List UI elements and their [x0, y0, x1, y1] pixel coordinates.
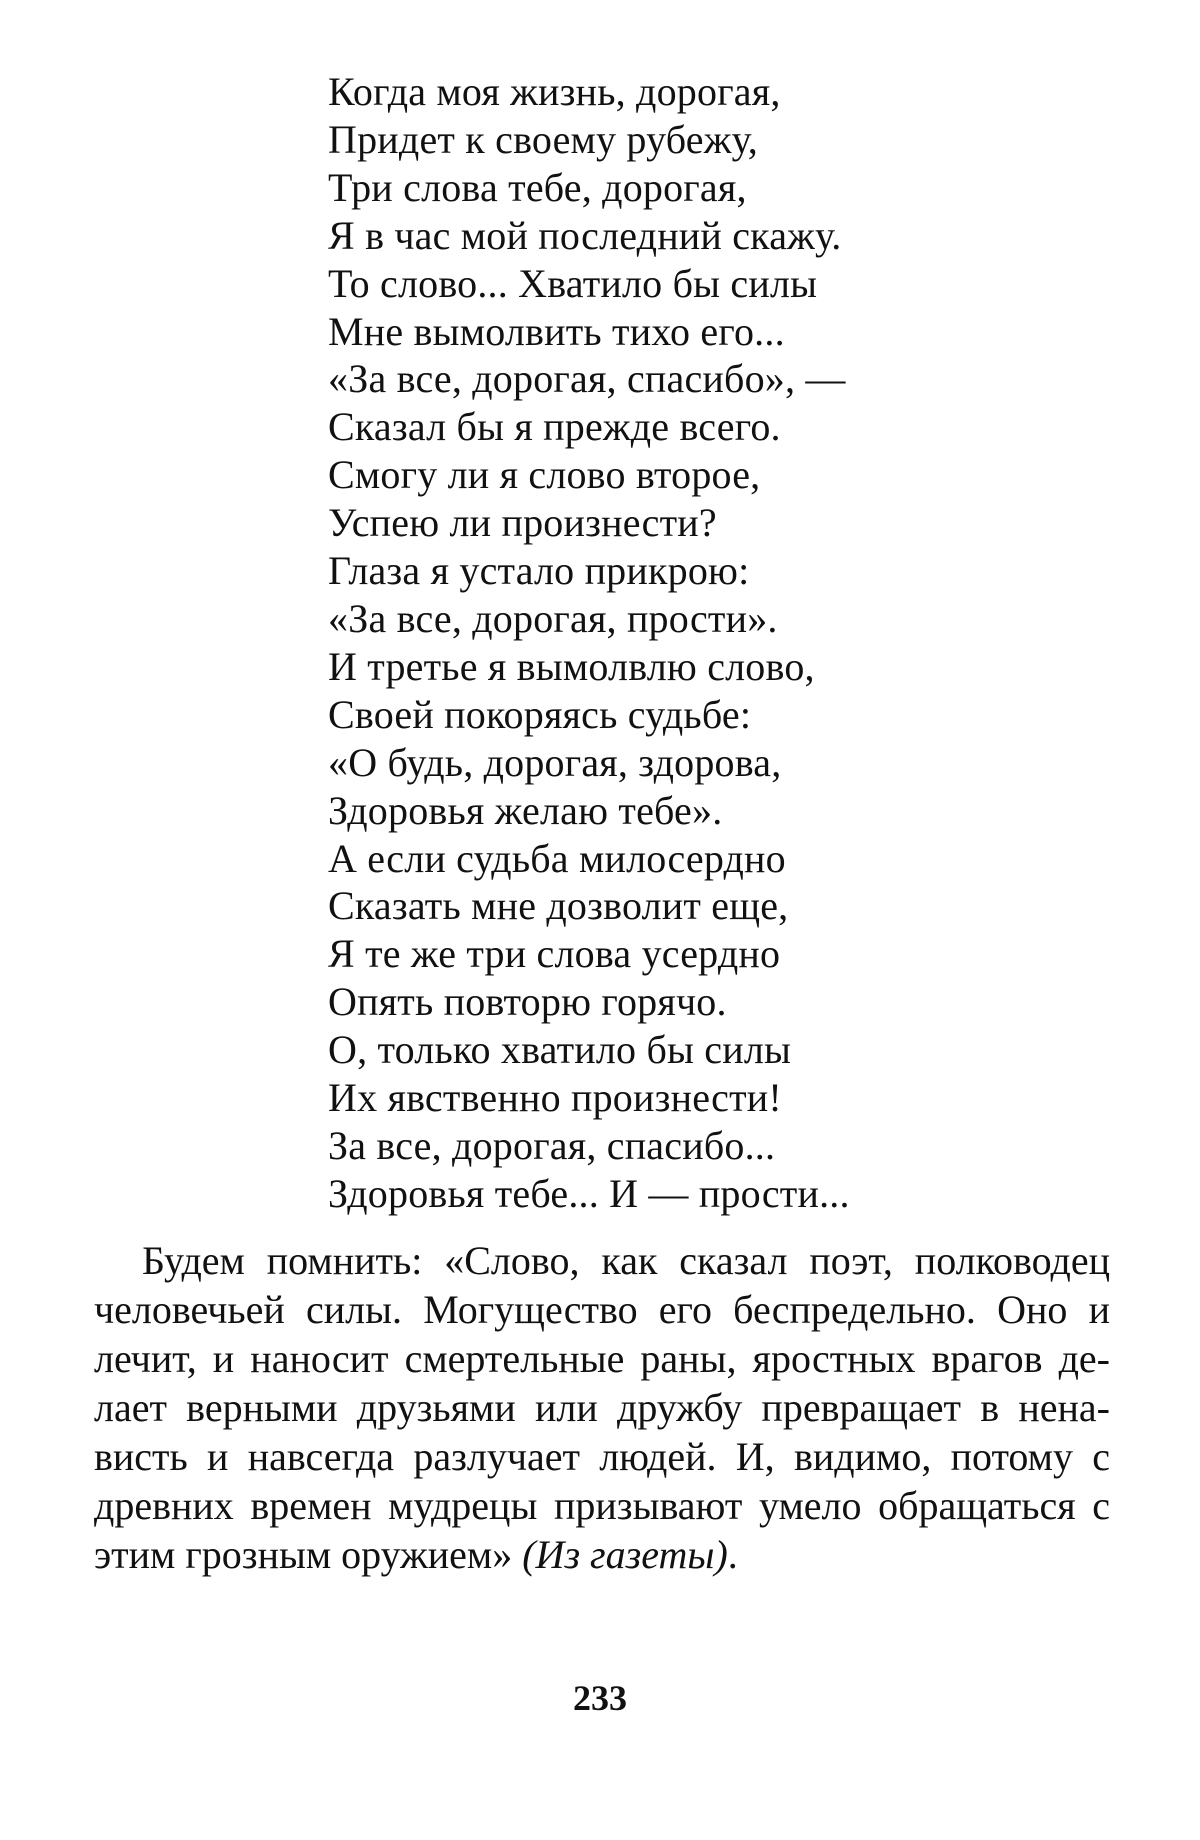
poem-line: Сказать мне дозволит еще,	[328, 883, 789, 929]
poem-line: «За все, дорогая, прости».	[328, 595, 778, 641]
poem-line: За все, дорогая, спасибо...	[328, 1122, 776, 1168]
poem-line: Придет к своему рубежу,	[328, 116, 758, 162]
poem-line: «О будь, дорогая, здорова,	[328, 739, 782, 785]
poem-line: Три слова тебе, дорогая,	[328, 164, 747, 210]
poem-line: Я в час мой последний скажу.	[328, 212, 842, 258]
poem-line: Мне вымолвить тихо его...	[328, 308, 785, 354]
poem	[328, 68, 1128, 1218]
poem-line: А если судьба милосердно	[328, 835, 786, 881]
poem-line: И третье я вымолвлю слово,	[328, 643, 815, 689]
poem-line: Когда моя жизнь, дорогая,	[328, 69, 781, 114]
poem-line: Смогу ли я слово второе,	[328, 452, 761, 498]
poem-line: «За все, дорогая, спасибо», —	[328, 356, 846, 402]
page-number: 233	[573, 1678, 627, 1718]
poem-line: То слово... Хватило бы силы	[328, 260, 818, 306]
poem-line: Я те же три слова усердно	[328, 931, 781, 977]
prose-paragraph	[94, 1236, 1110, 1579]
poem-line: Глаза я устало прикрою:	[328, 548, 750, 594]
prose-end-punct: .	[727, 1532, 738, 1577]
poem-line: Опять повторю горячо.	[328, 979, 727, 1025]
poem-line: Их явственно произнести!	[328, 1075, 782, 1121]
poem-line: Сказал бы я прежде всего.	[328, 404, 781, 450]
source-citation: (Из газеты)	[522, 1532, 728, 1577]
poem-line: О, только хватило бы силы	[328, 1027, 792, 1073]
poem-line: Успею ли произнести?	[328, 500, 717, 546]
prose-text: Будем помнить: «Слово, как сказал поэт, полководец человечьей силы. Могущество его беспредельно. Оно и лечит, и наносит смертельные раны, яростных врагов делает верными друзьями или дружбу превращает в ненависть и навсегда разлучает людей. И, видимо, потому с древних времен мудрецы призывают умело обращаться с этим грозным оружием»	[94, 1238, 1110, 1577]
poem-line: Здоровья тебе... И — прости...	[328, 1170, 850, 1216]
poem-line: Своей покоряясь судьбе:	[328, 691, 752, 737]
poem-line: Здоровья желаю тебе».	[328, 787, 723, 833]
